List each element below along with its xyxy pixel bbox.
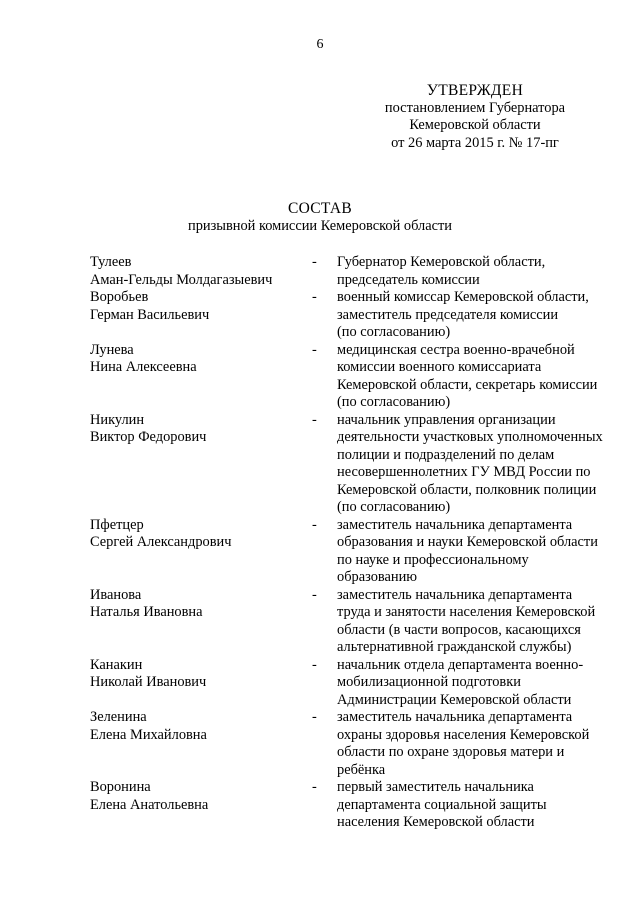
member-name: [90, 779, 312, 814]
member-surname: Никулин: [90, 411, 145, 428]
member-name: [90, 412, 312, 447]
member-role-line: начальник управления организации: [337, 411, 556, 428]
member-dash: -: [312, 289, 317, 305]
approval-line: от 26 марта 2015 г. № 17-пг: [391, 134, 559, 151]
member-entry: [90, 342, 610, 412]
member-role: [337, 779, 610, 832]
member-role-line: начальник отдела департамента военно-: [337, 656, 584, 673]
member-role-line: заместитель начальника департамента: [337, 709, 573, 725]
member-surname: Воронина: [90, 779, 151, 795]
document-title: СОСТАВ: [287, 200, 353, 217]
member-given-names: Сергей Александрович: [90, 534, 232, 550]
approval-line: постановлением Губернатора: [384, 99, 566, 116]
member-role-line: комиссии военного комиссариата: [337, 359, 542, 375]
member-role-line: военный комиссар Кемеровской области,: [337, 289, 589, 305]
member-dash: -: [312, 779, 317, 795]
member-dash: -: [312, 516, 317, 533]
member-role-line: заместитель начальника департамента: [337, 586, 573, 603]
member-role: [337, 709, 610, 779]
member-given-names: Нина Алексеевна: [90, 359, 197, 375]
member-role-line: образованию: [337, 569, 418, 585]
member-role-line: заместитель председателя комиссии: [337, 306, 559, 323]
member-role-line: полиции и подразделений по делам: [337, 446, 555, 463]
member-entry: [90, 289, 610, 342]
member-surname: Пфетцер: [90, 516, 144, 533]
member-given-names: Елена Анатольевна: [90, 796, 209, 813]
member-role-line: альтернативной гражданской службы): [337, 639, 572, 655]
member-given-names: Виктор Федорович: [90, 429, 207, 445]
member-role-line: по науке и профессиональному: [337, 551, 529, 568]
member-given-names: Герман Васильевич: [90, 306, 210, 323]
member-surname: Лунева: [90, 341, 134, 358]
member-surname: Тулеев: [90, 254, 132, 270]
member-entry: [90, 517, 610, 587]
member-role-line: охраны здоровья населения Кемеровской: [337, 726, 590, 743]
member-given-names: Николай Иванович: [90, 674, 207, 690]
member-role-line: населения Кемеровской области: [337, 814, 535, 830]
member-role: [337, 289, 610, 342]
member-role-line: Губернатор Кемеровской области,: [337, 254, 546, 270]
document-subtitle: призывной комиссии Кемеровской области: [188, 217, 452, 234]
approval-title: УТВЕРЖДЕН: [426, 82, 524, 99]
approval-line: Кемеровской области: [409, 117, 541, 133]
page-number: 6: [316, 37, 324, 52]
member-role-line: (по согласованию): [337, 499, 451, 515]
member-name: [90, 342, 312, 377]
member-name: [90, 254, 312, 289]
member-role-line: первый заместитель начальника: [337, 779, 534, 795]
member-role-line: области по охране здоровья матери и: [337, 744, 565, 760]
member-role: [337, 657, 610, 710]
member-dash: -: [312, 656, 317, 673]
member-role-line: (по согласованию): [337, 324, 451, 340]
member-entry: [90, 657, 610, 710]
member-entry: [90, 587, 610, 657]
document-title-block: [0, 200, 640, 235]
member-dash: -: [312, 586, 317, 603]
member-name: [90, 289, 312, 324]
member-role-line: образования и науки Кемеровской области: [337, 534, 598, 550]
member-entry: [90, 709, 610, 779]
member-role-line: заместитель начальника департамента: [337, 516, 573, 533]
member-role-line: ребёнка: [337, 761, 386, 778]
member-name: [90, 657, 312, 692]
member-role: [337, 412, 610, 517]
member-surname: Иванова: [90, 586, 142, 603]
member-role: [337, 342, 610, 412]
member-role-line: Кемеровской области, секретарь комиссии: [337, 376, 598, 393]
approval-block: [340, 82, 610, 152]
member-role-line: несовершеннолетних ГУ МВД России по: [337, 464, 591, 480]
member-surname: Канакин: [90, 656, 143, 673]
member-role: [337, 517, 610, 587]
member-name: [90, 709, 312, 744]
member-role: [337, 254, 610, 289]
member-dash: -: [312, 411, 317, 428]
member-role-line: департамента социальной защиты: [337, 796, 547, 813]
member-role-line: области (в части вопросов, касающихся: [337, 621, 581, 638]
member-role-line: мобилизационной подготовки: [337, 674, 521, 690]
member-entry: [90, 412, 610, 517]
member-name: [90, 517, 312, 552]
member-role: [337, 587, 610, 657]
member-surname: Воробьев: [90, 289, 149, 305]
member-role-line: медицинская сестра военно-врачебной: [337, 341, 575, 358]
member-given-names: Елена Михайловна: [90, 726, 207, 743]
member-entry: [90, 779, 610, 832]
member-dash: -: [312, 254, 317, 270]
member-role-line: деятельности участковых уполномоченных: [337, 429, 603, 445]
member-given-names: Наталья Ивановна: [90, 604, 203, 620]
member-role-line: председатель комиссии: [337, 271, 480, 288]
member-role-line: Кемеровской области, полковник полиции: [337, 481, 597, 498]
member-name: [90, 587, 312, 622]
member-dash: -: [312, 341, 317, 358]
member-surname: Зеленина: [90, 709, 147, 725]
member-given-names: Аман-Гельды Молдагазыевич: [90, 271, 273, 288]
member-dash: -: [312, 709, 317, 725]
member-role-line: труда и занятости населения Кемеровской: [337, 604, 596, 620]
member-role-line: Администрации Кемеровской области: [337, 691, 572, 708]
member-role-line: (по согласованию): [337, 394, 451, 410]
members-list: [90, 254, 610, 832]
member-entry: [90, 254, 610, 289]
